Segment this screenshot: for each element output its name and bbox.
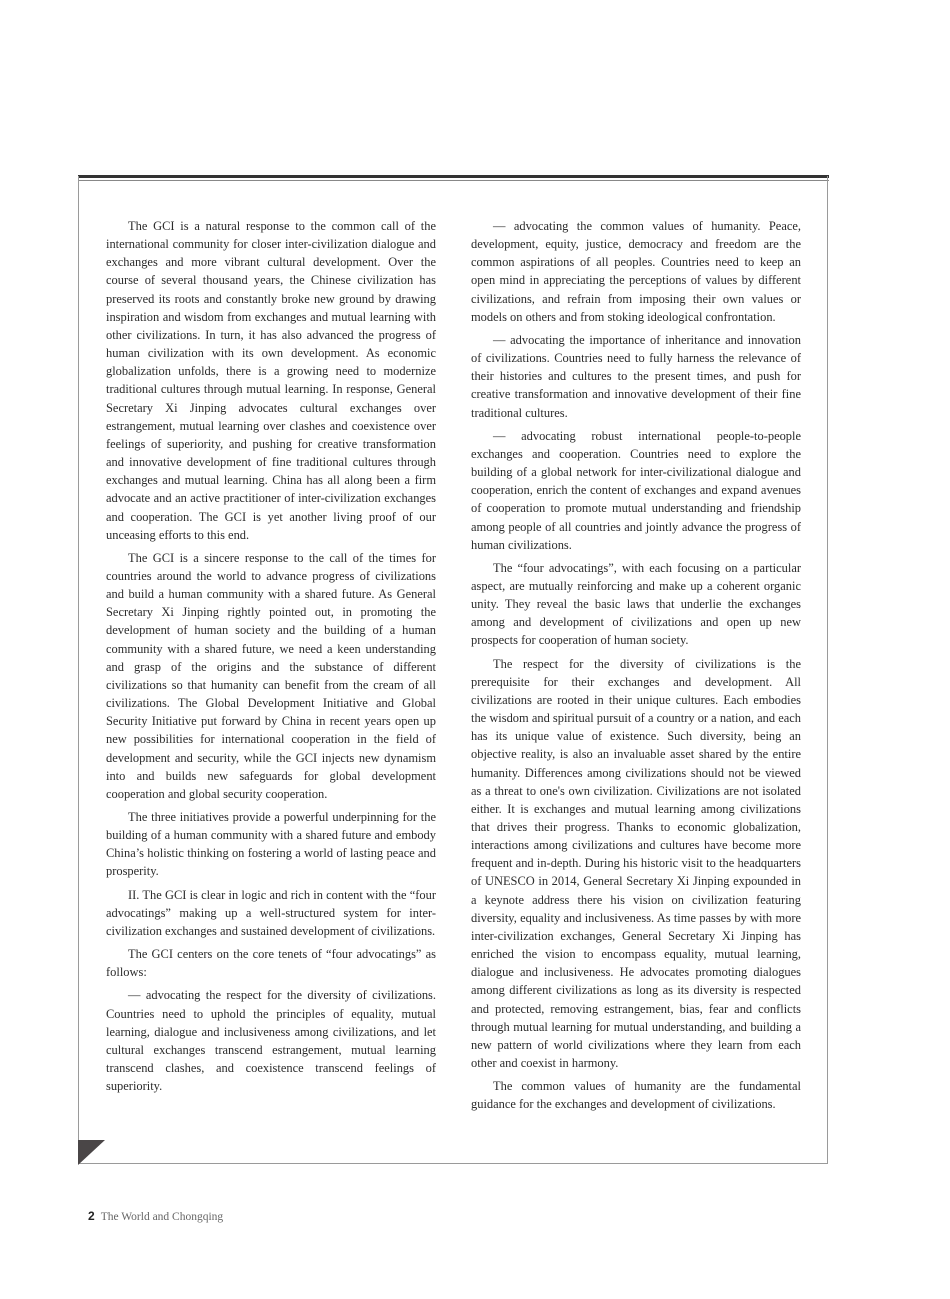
paragraph: The GCI centers on the core tenets of “four advocatings” as follows: bbox=[106, 947, 436, 980]
page-number: 2 bbox=[88, 1209, 95, 1223]
paragraph: The “four advocatings”, with each focusing on a particular aspect, are mutually reinforcing and make up a coherent organic unity. They reveal the basic laws that underlie the exchanges among and development of civilizations and open up new prospects for cooperation of human society. bbox=[471, 560, 801, 648]
paragraph: II. The GCI is clear in logic and rich in content with the “four advocatings” making up a well-structured system for inter-civilization exchanges and sustained development of civilizations. bbox=[106, 887, 436, 938]
paragraph: The GCI is a natural response to the common call of the international community for closer inter-civilization dialogue and exchanges and more vibrant cultural development. Over the course of several thousand years, the Chinese civilization has preserved its roots and constantly broke new ground by drawing inspiration and wisdom from exchanges and mutual learning with other civilizations. In turn, it has also advanced the progress of human civilization with its own development. As economic globalization unfolds, there is a growing need to modernize traditional cultures through mutual learning. In response, General Secretary Xi Jinping advocates cultural exchanges over estrangement, mutual learning over clashes and coexistence over feelings of superiority, and pushing for creative transformation and innovative development of fine traditional cultures through exchanges and mutual learning. China has all along been a firm advocate and an active practitioner of inter-civilization exchanges and cooperation. The GCI is yet another living proof of our unceasing efforts to this end. bbox=[106, 219, 436, 542]
left-column bbox=[106, 217, 436, 1100]
paragraph: The GCI is a sincere response to the call of the times for countries around the world to advance progress of civilizations and build a human community with a shared future. As General Secretary Xi Jinping rightly pointed out, in promoting the development of human society and the building of a human community with a shared future, we need a keen understanding and grasp of the origins and the substance of different civilizations so that humanity can benefit from the cream of all civilizations. The Global Development Initiative and Global Security Initiative put forward by China in recent years open up new possibilities for international cooperation in the field of development and security, while the GCI injects new dynamism into and builds new safeguards for global development cooperation and global security cooperation. bbox=[106, 550, 436, 801]
paragraph: — advocating the common values of humanity. Peace, development, equity, justice, democracy and freedom are the common aspirations of all peoples. Countries need to keep an open mind in appreciating the perceptions of values by different civilizations, and refrain from imposing their own values or models on others and from stoking ideological confrontation. bbox=[471, 219, 801, 324]
paragraph: — advocating the respect for the diversity of civilizations. Countries need to uphold the principles of equality, mutual learning, dialogue and inclusiveness among civilizations, and let cultural exchanges transcend estrangement, mutual learning transcend clashes, and coexistence transcend feelings of superiority. bbox=[106, 988, 436, 1094]
right-column bbox=[471, 217, 801, 1119]
page-footer bbox=[88, 1209, 223, 1223]
paragraph: The respect for the diversity of civilizations is the prerequisite for their exchanges and development. All civilizations are rooted in their unique cultures. Each embodies the wisdom and spiritual pursuit of a country or a nation, and each has its unique value of existence. Such diversity, being an objective reality, is also an invaluable asset shared by the entire humanity. Differences among civilizations should not be viewed as a threat to one's own civilization. Civilizations are not isolated either. It is exchanges and mutual learning among civilizations that drives their progress. Thanks to economic globalization, interactions among civilizations and cultures have become more frequent and in-depth. During his historic visit to the headquarters of UNESCO in 2014, General Secretary Xi Jinping expounded in a keynote address there his vision on civilization featuring diversity, equality and inclusiveness. As time passes by with more inter-civilization exchanges, General Secretary Xi Jinping has enriched the vision to encompass equality, mutual learning, dialogue and inclusiveness. He advocates promoting dialogues among different civilizations as long as its diversity is respected and protected, removing estrangement, bias, fear and conflicts through mutual learning for mutual understanding, and building a new pattern of world civilizations where they learn from each other and coexist in harmony. bbox=[471, 656, 801, 1071]
paragraph: — advocating the importance of inheritance and innovation of civilizations. Countries need to fully harness the relevance of their histories and cultures to the present times, and push for creative transformation and innovative development of their fine traditional cultures. bbox=[471, 332, 801, 420]
paragraph: The three initiatives provide a powerful underpinning for the building of a human community with a shared future and embody China’s holistic thinking on fostering a world of lasting peace and prosperity. bbox=[106, 810, 436, 879]
corner-fold-decoration bbox=[78, 1140, 105, 1165]
paragraph: — advocating robust international people-to-people exchanges and cooperation. Countries need to explore the building of a global network for inter-civilizational dialogue and cooperation, enrich the content of exchanges and expand avenues of cooperation to promote mutual understanding and friendship among people of all countries and jointly advance the progress of human civilizations. bbox=[471, 428, 801, 552]
publication-name: The World and Chongqing bbox=[100, 1211, 224, 1223]
paragraph: The common values of humanity are the fundamental guidance for the exchanges and development of civilizations. bbox=[471, 1079, 801, 1112]
